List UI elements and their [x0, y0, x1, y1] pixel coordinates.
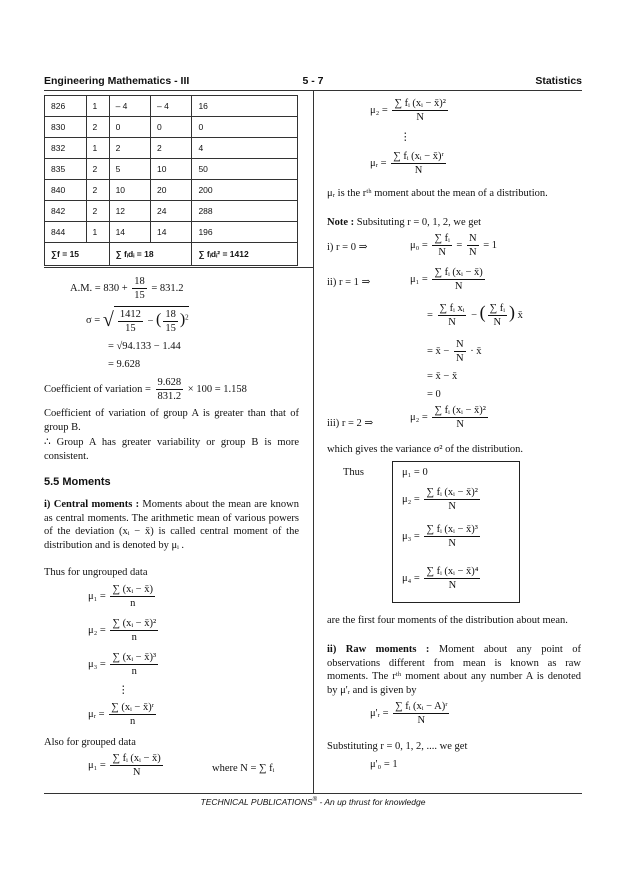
table-cell: 1 — [86, 96, 109, 117]
mu1-grouped: μ₁ = $\frac{\text{∑ fᵢ (xᵢ − x̄)}}{N}$ — [88, 753, 161, 778]
table-cell: 832 — [45, 138, 87, 159]
table-row — [45, 222, 298, 243]
table-cell: 830 — [45, 117, 87, 138]
column-divider — [313, 91, 314, 793]
table-cell: 14 — [150, 222, 191, 243]
table-cell: 0 — [109, 117, 150, 138]
substituting-line: Substituting r = 0, 1, 2, .... we get — [327, 741, 468, 752]
grouped-label: Also for grouped data — [44, 737, 136, 748]
case-r2: iii) r = 2 ⇒ — [327, 418, 374, 429]
case-r0: i) r = 0 ⇒ — [327, 242, 368, 253]
table-cell: 0 — [150, 117, 191, 138]
frequency-table — [44, 95, 298, 266]
mu0-equation: μ₀ = $\frac{\text{∑ fᵢ}}{N}$ = $\frac{N}{N}$ = 1 — [410, 233, 497, 258]
table-row — [45, 138, 298, 159]
table-cell: 10 — [150, 159, 191, 180]
table-cell: 24 — [150, 201, 191, 222]
table-total-cell: ∑ fᵢdᵢ² = 1412 — [192, 243, 298, 266]
table-cell: 20 — [150, 180, 191, 201]
table-cell: 2 — [150, 138, 191, 159]
mu1-equation: μ₁ = $\frac{\text{∑ fᵢ (xᵢ − x̄)}}{N}$ — [410, 267, 483, 292]
table-cell: 288 — [192, 201, 298, 222]
page-header — [44, 75, 582, 89]
table-cell: 826 — [45, 96, 87, 117]
vertical-dots-right: ⋮ — [400, 132, 411, 143]
mur-definition: μᵣ is the rᵗʰ moment about the mean of a distribution. — [327, 188, 548, 199]
mu2-ungrouped: μ₂ = $\frac{\text{∑ (xᵢ − x̄)²}}{n}$ — [88, 618, 157, 643]
mu1-step3: = x̄ − $\frac{N}{N}$ · x̄ — [427, 339, 482, 364]
table-cell: 14 — [109, 222, 150, 243]
table-cell: 2 — [86, 201, 109, 222]
mu2-case: μ₂ = $\frac{\text{∑ fᵢ (xᵢ − x̄)²}}{N}$ — [410, 405, 486, 430]
section-heading: 5.5 Moments — [44, 476, 111, 488]
table-cell: 844 — [45, 222, 87, 243]
box-mu1: μ₁ = 0 — [402, 467, 428, 478]
table-cell: 2 — [86, 159, 109, 180]
table-cell: 2 — [86, 117, 109, 138]
sigma-value: = 9.628 — [108, 359, 141, 370]
mu3-ungrouped: μ₃ = $\frac{\text{∑ (xᵢ − x̄)³}}{n}$ — [88, 652, 157, 677]
sqrt-line: = √94.133 − 1.44 — [108, 341, 181, 352]
table-cell: 50 — [192, 159, 298, 180]
variance-line: which gives the variance σ² of the distribution. — [327, 444, 524, 455]
table-cell: 200 — [192, 180, 298, 201]
table-row — [45, 117, 298, 138]
box-mu3: μ₃ = $\frac{\text{∑ fᵢ (xᵢ − x̄)³}}{N}$ — [402, 524, 478, 549]
table-total-cell: ∑ fᵢdᵢ = 18 — [109, 243, 192, 266]
ungrouped-label: Thus for ungrouped data — [44, 567, 148, 578]
cov-equation: Coefficient of variation = $\frac{9.628}{831.2}$ × 100 = 1.158 — [44, 377, 247, 402]
mur-ungrouped: μᵣ = $\frac{\text{∑ (xᵢ − x̄)ʳ}}{n}$ — [88, 702, 154, 727]
page-number: 5 - 7 — [302, 75, 324, 87]
table-cell: 842 — [45, 201, 87, 222]
table-cell: 5 — [109, 159, 150, 180]
case-r1: ii) r = 1 ⇒ — [327, 277, 371, 288]
sigma-equation: σ = √ $\frac{1412}{15}$ − ( $\frac{18}{15}$ )$^2$ — [86, 306, 189, 335]
conclusion: ∴ Group A has greater variability or group B is more consistent. — [44, 437, 299, 462]
raw-moments-paragraph: ii) Raw moments : Moment about any point of observations different from mean is known as raw moments. The rᵗʰ moment about any number A is denoted by μ'ᵣ and is given by — [327, 644, 581, 696]
cov-comparison: Coefficient of variation of group A is greater than that of group B. — [44, 408, 299, 433]
page-footer: TECHNICAL PUBLICATIONS® - An up thrust for knowledge — [200, 797, 426, 807]
chapter-title: Statistics — [535, 75, 582, 87]
table-row — [45, 180, 298, 201]
table-cell: 4 — [192, 138, 298, 159]
mu1-step5: = 0 — [427, 389, 441, 400]
first-four-moments: are the first four moments of the distribution about mean. — [327, 615, 568, 626]
table-cell: 835 — [45, 159, 87, 180]
table-cell: 2 — [86, 180, 109, 201]
table-cell: 840 — [45, 180, 87, 201]
vertical-dots: ⋮ — [118, 685, 129, 696]
table-cell: – 4 — [109, 96, 150, 117]
table-row — [45, 201, 298, 222]
table-cell: 10 — [109, 180, 150, 201]
mu2-grouped: μ₂ = $\frac{\text{∑ fᵢ (xᵢ − x̄)²}}{N}$ — [370, 98, 446, 123]
box-mu2: μ₂ = $\frac{\text{∑ fᵢ (xᵢ − x̄)²}}{N}$ — [402, 487, 478, 512]
table-cell: 1 — [86, 138, 109, 159]
where-N: where N = ∑ fᵢ — [212, 763, 275, 774]
footer-rule — [44, 793, 582, 794]
am-equation: A.M. = 830 + $\frac{18}{15}$ = 831.2 — [70, 276, 184, 301]
table-cell: 1 — [86, 222, 109, 243]
note: Note : Subsituting r = 0, 1, 2, we get — [327, 217, 482, 228]
central-moments-paragraph: i) Central moments : Moments about the mean are known as central moments. The arithmetic mean of various powers of the deviation (xᵢ − x̄) is called central moment of the distribution and is denoted by μᵢ . — [44, 499, 299, 551]
mu0-prime: μ'₀ = 1 — [370, 759, 398, 770]
raw-moment-equation: μ'ᵣ = $\frac{\text{∑ fᵢ (xᵢ − A)ʳ}}{N}$ — [370, 701, 448, 726]
thus-label: Thus — [343, 467, 364, 478]
mu1-step2: = $\frac{\text{∑ fᵢ xᵢ}}{N}$ − ( $\frac{\text{∑ fᵢ}}{N}$ ) x̄ — [427, 301, 523, 328]
table-row — [45, 96, 298, 117]
mur-grouped: μᵣ = $\frac{\text{∑ fᵢ (xᵢ − x̄)ʳ}}{N}$ — [370, 151, 444, 176]
table-cell: – 4 — [150, 96, 191, 117]
mu1-ungrouped: μ₁ = $\frac{\text{∑ (xᵢ − x̄)}}{n}$ — [88, 584, 153, 609]
mu1-step4: = x̄ − x̄ — [427, 371, 458, 382]
table-total-cell: ∑f = 15 — [45, 243, 110, 266]
book-title: Engineering Mathematics - III — [44, 75, 190, 87]
table-totals-row — [45, 243, 298, 266]
table-row — [45, 159, 298, 180]
table-cell: 12 — [109, 201, 150, 222]
table-cell: 16 — [192, 96, 298, 117]
table-cell: 196 — [192, 222, 298, 243]
table-cell: 0 — [192, 117, 298, 138]
table-cell: 2 — [109, 138, 150, 159]
table-bottom-rule — [44, 267, 314, 268]
box-mu4: μ₄ = $\frac{\text{∑ fᵢ (xᵢ − x̄)⁴}}{N}$ — [402, 566, 479, 591]
